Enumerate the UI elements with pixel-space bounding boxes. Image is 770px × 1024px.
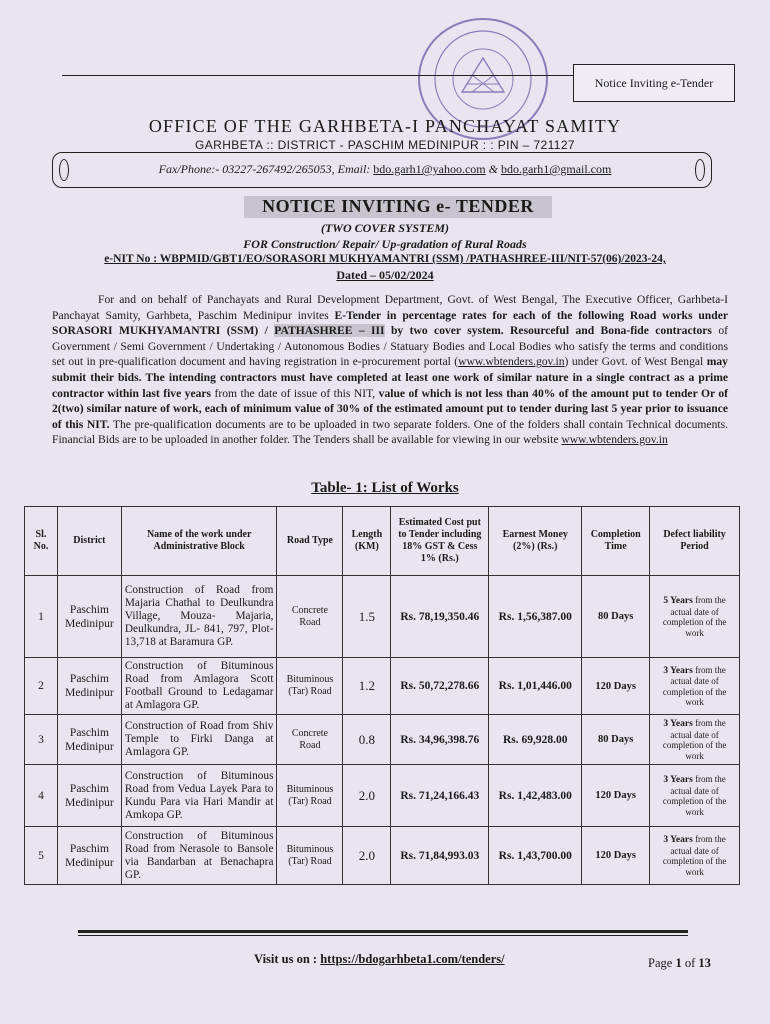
website-link[interactable]: www.wbtenders.gov.in [561, 433, 668, 447]
cell-estimated-cost: Rs. 71,24,166.43 [391, 765, 489, 827]
cell-sl: 1 [25, 576, 58, 658]
cell-road-type: Bituminous (Tar) Road [277, 827, 343, 885]
cell-completion-time: 80 Days [582, 576, 650, 658]
visit-label: Visit us on : [254, 952, 318, 966]
cover-system: (TWO COVER SYSTEM) [320, 221, 450, 235]
defect-text: from the actual date of completion of the work [662, 595, 727, 638]
tender-purpose: FOR Construction/ Repair/ Up-gradation of Rural Roads [243, 237, 527, 251]
defect-text: from the actual date of completion of the work [662, 718, 727, 761]
cell-defect-liability [650, 576, 740, 658]
cell-road-type: Concrete Road [277, 576, 343, 658]
header-road-type: Road Type [277, 507, 343, 576]
page-current: 1 [675, 956, 682, 970]
table-title: Table- 1: List of Works [311, 480, 459, 496]
defect-years: 5 Years [663, 596, 693, 606]
cell-completion-time: 120 Days [582, 658, 650, 715]
cell-road-type: Concrete Road [277, 715, 343, 765]
header-completion-time: Completion Time [582, 507, 650, 576]
defect-text: from the actual date of completion of the work [662, 774, 727, 817]
cell-estimated-cost: Rs. 71,84,993.03 [391, 827, 489, 885]
defect-years: 3 Years [663, 665, 693, 676]
table-row [25, 765, 740, 827]
email-label: Email: [337, 162, 371, 176]
cell-sl: 2 [25, 658, 58, 715]
cell-district: Paschim Medinipur [57, 827, 121, 885]
defect-years: 3 Years [663, 719, 693, 729]
cell-length: 2.0 [343, 765, 391, 827]
visit-line [254, 952, 505, 967]
cell-district: Paschim Medinipur [57, 765, 121, 827]
page-label: Page [648, 956, 673, 970]
footer-rule-thin [78, 935, 688, 936]
body-text-8: may submit their bids. The intending contractors must have completed at least one work of similar nature in a single contract as a prime contractor within last five years [52, 355, 728, 400]
defect-text: from the actual date of completion of the work [662, 834, 727, 877]
cell-sl: 5 [25, 827, 58, 885]
email-link-1[interactable]: bdo.garh1@yahoo.com [373, 162, 486, 176]
cell-work-name: Construction of Bituminous Road from Amlagora Scott Football Ground to Ledagamar at Amlagora GP. [121, 658, 277, 715]
cell-estimated-cost: Rs. 50,72,278.66 [391, 658, 489, 715]
body-text-10: value of which is not less than 40% of the amount put to tender Or of 2(two) similar nature of work, each of minimum value of 30% of the estimated amount put to tender during last 5 year prior to issuance of this NIT. [52, 386, 728, 431]
table-row [25, 658, 740, 715]
header-estimated-cost: Estimated Cost put to Tender including 18% GST & Cess 1% (Rs.) [391, 507, 489, 576]
table-row [25, 827, 740, 885]
footer-rule-thick [78, 930, 688, 933]
cell-completion-time: 80 Days [582, 715, 650, 765]
cell-completion-time: 120 Days [582, 827, 650, 885]
cell-road-type: Bituminous (Tar) Road [277, 658, 343, 715]
contact-line [0, 162, 770, 177]
tenders-url-link[interactable]: https://bdogarhbeta1.com/tenders/ [320, 952, 505, 966]
notice-body-paragraph [52, 292, 728, 448]
cell-completion-time: 120 Days [582, 765, 650, 827]
body-text-4: by two cover system. Resourceful and Bona-fide contractors [390, 324, 712, 338]
office-title: OFFICE OF THE GARHBETA-I PANCHAYAT SAMITY [148, 116, 622, 136]
page-total: 13 [698, 956, 711, 970]
cell-earnest-money: Rs. 1,56,387.00 [489, 576, 582, 658]
page-of: of [684, 956, 696, 970]
cell-defect-liability [650, 715, 740, 765]
table-header-row [25, 507, 740, 576]
body-text-2: E-Tender in percentage rates for each of the following Road works under SORASORI MUKHYAMANTRI (SSM) / [52, 308, 728, 338]
cell-length: 0.8 [343, 715, 391, 765]
page-number [648, 956, 711, 971]
cell-length: 1.5 [343, 576, 391, 658]
wbtenders-link[interactable]: www.wbtenders.gov.in [458, 355, 565, 369]
cell-defect-liability [650, 827, 740, 885]
defect-years: 3 Years [663, 775, 693, 785]
cell-work-name: Construction of Bituminous Road from Vedua Layek Para to Kundu Para via Hari Mandir at Amkopa GP. [121, 765, 277, 827]
cell-work-name: Construction of Road from Majaria Chathal to Deulkundra Village, Mouza- Majaria, Deulkundra, JL- 841, 797, Plot-13,718 at Baramura GP. [121, 576, 277, 658]
email-separator: & [488, 162, 498, 176]
cell-district: Paschim Medinipur [57, 658, 121, 715]
cell-sl: 4 [25, 765, 58, 827]
table-row [25, 576, 740, 658]
header-length: Length (KM) [343, 507, 391, 576]
cell-length: 2.0 [343, 827, 391, 885]
works-table [24, 506, 740, 885]
header-rule [62, 75, 575, 76]
cell-road-type: Bituminous (Tar) Road [277, 765, 343, 827]
cell-earnest-money: Rs. 1,01,446.00 [489, 658, 582, 715]
body-text-11: The pre-qualification documents are to be uploaded in two separate folders. One of the folders shall contain Technical documents. Financial Bids are to be uploaded in another folder. The Tenders shall be available for viewing in our website [52, 417, 728, 447]
header-defect-liability: Defect liability Period [650, 507, 740, 576]
body-text-1: For and on behalf of Panchayats and Rural Development Department, Govt. of West Bengal, The Executive Officer, Garhbeta-I Panchayat Samity, Garhbeta, Paschim Medinipur invites [52, 293, 728, 322]
notice-inviting-label-box: Notice Inviting e-Tender [573, 64, 735, 102]
nit-date: Dated – 05/02/2024 [336, 268, 434, 282]
header-earnest-money: Earnest Money (2%) (Rs.) [489, 507, 582, 576]
cell-district: Paschim Medinipur [57, 576, 121, 658]
cell-defect-liability [650, 658, 740, 715]
nit-number: e-NIT No : WBPMID/GBT1/EO/SORASORI MUKHYAMANTRI (SSM) /PATHASHREE-III/NIT-57(06)/2023-24, [104, 253, 666, 265]
email-link-2[interactable]: bdo.garh1@gmail.com [500, 162, 612, 176]
cell-estimated-cost: Rs. 34,96,398.76 [391, 715, 489, 765]
body-highlight-scheme: PATHASHREE – III [274, 324, 385, 338]
cell-work-name: Construction of Road from Shiv Temple to Firki Danga at Amlagora GP. [121, 715, 277, 765]
body-text-9: from the date of issue of this NIT, [214, 386, 376, 400]
defect-years: 3 Years [663, 835, 693, 845]
cell-defect-liability [650, 765, 740, 827]
header-district: District [57, 507, 121, 576]
notice-title: NOTICE INVITING e- TENDER [244, 196, 552, 218]
cell-length: 1.2 [343, 658, 391, 715]
cell-estimated-cost: Rs. 78,19,350.46 [391, 576, 489, 658]
cell-work-name: Construction of Bituminous Road from Nerasole to Bansole via Bandarban at Benachapra GP. [121, 827, 277, 885]
cell-earnest-money: Rs. 1,42,483.00 [489, 765, 582, 827]
office-address: GARHBETA :: DISTRICT - PASCHIM MEDINIPUR : : PIN – 721127 [195, 138, 575, 152]
cell-earnest-money: Rs. 69,928.00 [489, 715, 582, 765]
header-sl: Sl. No. [25, 507, 58, 576]
cell-earnest-money: Rs. 1,43,700.00 [489, 827, 582, 885]
header-work-name: Name of the work under Administrative Block [121, 507, 277, 576]
body-text-7: ) under Govt. of West Bengal [564, 355, 704, 369]
defect-text: from the actual date of completion of the work [662, 664, 727, 707]
body-text-5: of Government / Semi Government / Undertaking / Autonomous Bodies / Statuary Bodies and Local Bodies who satisfy the terms and conditions set out in pre-qualification document and having registration in e-procurement portal ( [52, 324, 729, 369]
cell-sl: 3 [25, 715, 58, 765]
fax-phone: Fax/Phone:- 03227-267492/265053, [158, 162, 335, 176]
table-row [25, 715, 740, 765]
cell-district: Paschim Medinipur [57, 715, 121, 765]
